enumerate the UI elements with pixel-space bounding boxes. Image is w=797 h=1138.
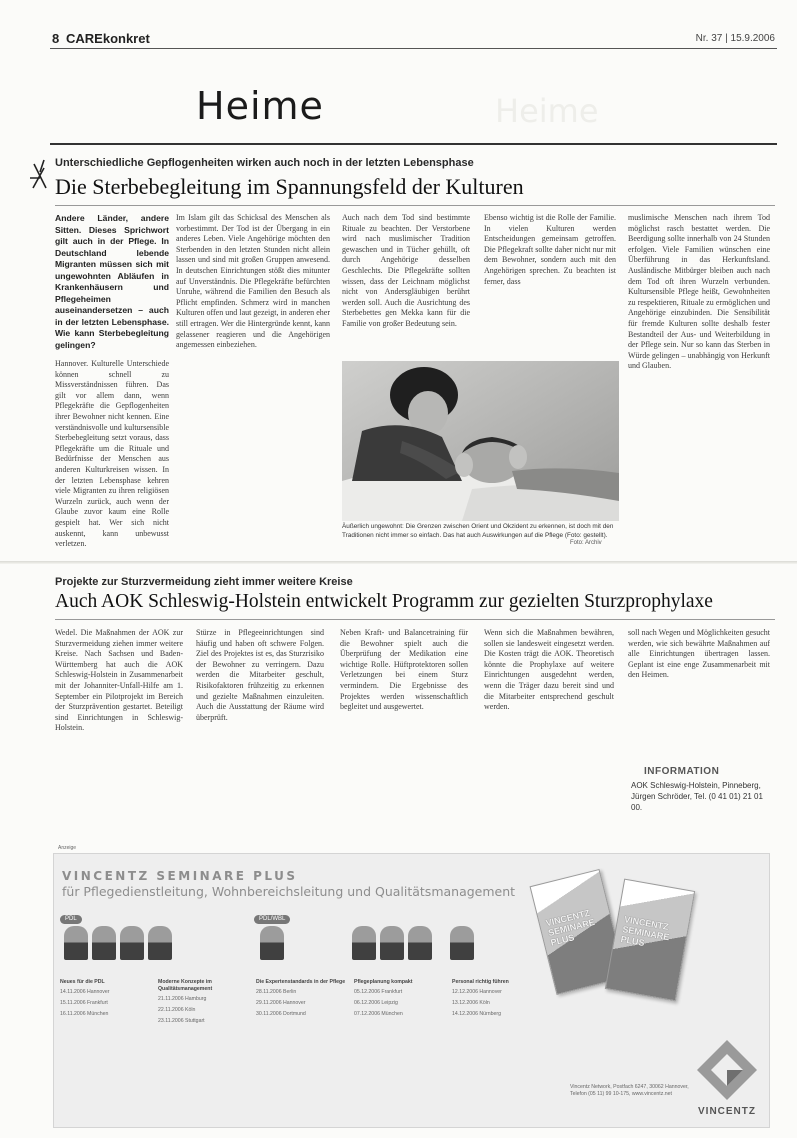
article2-text-2: Stürze in Pflegeeinrichtungen sind häufig und haben oft schwere Folgen. Ziel des Projektes ist es, das Sturzrisiko der Bewohner zu verringern. Dazu werden die Mitarbeiter geschult, Risikofaktoren frühzeitig zu erkennen und gezielte Maßnahmen einzuleiten. Auch die Ausstattung der Räume wird überprüft. <box>196 628 324 722</box>
header-rule <box>50 48 777 49</box>
seminar-date: 07.12.2006 München <box>354 1011 403 1017</box>
publication-name: CAREkonkret <box>66 31 150 46</box>
article2-rule <box>55 619 775 620</box>
article1-text-3: Auch nach dem Tod sind bestimmte Rituale zu beachten. Der Verstorbene wird nach muslimischer Tradition gewaschen und in Tücher gehüllt, oft durch Angehörige desselben Geschlechts. Die Pflegekräfte sollten wissen, dass der Leichnam möglichst nicht von Andersgläubigen berührt werden soll. Auch die Ausrichtung des Sterbebettes gen Mekka kann für die Familie von großer Bedeutung sein. <box>342 213 470 328</box>
article2-headline: Auch AOK Schleswig-Holstein entwickelt Programm zur gezielten Sturzprophylaxe <box>55 591 713 612</box>
section-title-watermark: Heime <box>495 92 599 130</box>
ad-title: VINCENTZ SEMINARE PLUS <box>62 869 298 883</box>
speaker-portrait <box>380 926 404 960</box>
ad-subtitle: für Pflegedienstleitung, Wohnbereichsleitung und Qualitätsmanagement <box>62 884 516 899</box>
article1-text-4: Ebenso wichtig ist die Rolle der Familie. In vielen Kulturen werden Entscheidungen gemeinsam getroffen. Die Pflegekraft sollte daher nicht nur mit dem Bewohner, sondern auch mit den Angehörigen sprechen. Zu beachten ist ferner, dass <box>484 213 616 286</box>
brand-name: VINCENTZ <box>698 1106 756 1117</box>
article2-column-3 <box>340 628 468 838</box>
article1-column-3 <box>342 213 470 353</box>
section-title: Heime <box>196 84 324 128</box>
article2-text-1: Wedel. Die Maßnahmen der AOK zur Sturzvermeidung ziehen immer weitere Kreise. Nach Sachsen und Baden-Württemberg hat auch die AOK Schleswig-Holstein in Zusammenarbeit mit der Johanniter-Unfall-Hilfe am 1. September ein Pilotprojekt im Bereich der Sturzprävention gestartet. Beteiligt sind Einrichtungen in Schleswig-Holstein. <box>55 628 183 733</box>
article1-text-2: Im Islam gilt das Schicksal des Menschen als vorbestimmt. Der Tod ist der Übergang in ein anderes Leben. Viele Angehörige möchten den Sterbenden in den letzten Stunden nicht allein lassen und sind mit großen Gruppen anwesend. In deutschen Einrichtungen stößt dies mitunter auf Unverständnis. Die Pflegekräfte befürchten Unruhe, während die Familien den Besuch als Pflicht empfinden. Schmerz wird in manchen Kulturen offen und laut gezeigt, in anderen eher still ertragen. Wer die Hintergründe kennt, kann gelassener reagieren und die Angehörigen angemessen einbeziehen. <box>176 213 330 350</box>
seminar-date: 28.11.2006 Berlin <box>256 989 297 995</box>
article2-column-2 <box>196 628 324 838</box>
seminar-date: 13.12.2006 Köln <box>452 1000 490 1006</box>
article1-text-5: muslimische Menschen nach ihrem Tod möglichst rasch bestattet werden. Die Beerdigung sollte innerhalb von 24 Stunden erfolgen. Viele Familien wünschen eine Überführung in das Herkunftsland. Ausländische Mitbürger bleiben auch nach dem Tod oft ihren Wurzeln verbunden. Kultursensible Pflege heißt, Gewohnheiten zu respektieren, Rituale zu ermöglichen und Angehörige einzubinden. Die Sensibilität für fremde Kulturen sollte deshalb fester Bestandteil der Aus- und Weiterbildung in der Pflege sein. Nur so kann das Sterben in Würde gelingen – unabhängig von Herkunft und Glauben. <box>628 213 770 371</box>
info-text: AOK Schleswig-Holstein, Pinneberg, Jürgen Schröder, Tel. (0 41 01) 21 01 00. <box>631 781 763 812</box>
seminar-date: 14.12.2006 Nürnberg <box>452 1011 502 1017</box>
info-heading: INFORMATION <box>644 766 720 777</box>
ad-contact: Vincentz Network, Postfach 6247, 30062 Hannover, Telefon (05 11) 99 10-175, www.vincentz.net <box>570 1084 689 1097</box>
seminar-date: 06.12.2006 Leipzig <box>354 1000 398 1006</box>
seminar-column-4[interactable] <box>354 979 446 1022</box>
page-fold <box>0 561 797 564</box>
article1-headline: Die Sterbebegleitung im Spannungsfeld der Kulturen <box>55 174 524 199</box>
article2-column-4 <box>484 628 614 838</box>
seminar-date: 05.12.2006 Frankfurt <box>354 989 403 995</box>
article1-photo <box>342 361 619 521</box>
article2-text-5: soll nach Wegen und Möglichkeiten gesucht werden, wie sich bewährte Maßnahmen auf alle Einrichtungen übertragen lassen. Geplant ist eine enge Zusammenarbeit mit den Heimen. <box>628 628 770 680</box>
seminar-date: 12.12.2006 Hannover <box>452 989 502 995</box>
seminar-column-1[interactable] <box>60 979 152 1022</box>
ad-tag-pdl: PDL <box>60 915 82 924</box>
article1-intro: Andere Länder, andere Sitten. Dieses Sprichwort gilt auch in der Pflege. In Deutschland lebende Migranten müssen sich mit ungewohnten Abläufen in Krankenhäusern und Pflegeheimen auseinandersetzen – auch in der letzten Lebensphase. Wie kann Sterbebegleitung gelingen? <box>55 213 169 350</box>
ad-label: Anzeige <box>58 845 77 851</box>
seminar-date: 30.11.2006 Dortmund <box>256 1011 306 1017</box>
seminar-column-5[interactable] <box>452 979 544 1022</box>
photo-credit: Foto: Archiv <box>570 540 602 546</box>
speaker-portrait <box>64 926 88 960</box>
article2-column-1 <box>55 628 183 838</box>
article2-text-3: Neben Kraft- und Balancetraining für die Bewohner spielt auch die Überprüfung der Medikation eine wichtige Rolle. Hüftprotektoren sollen Verletzungen bei einem Sturz vermindern. Die Ergebnisse des Projektes werden wissenschaftlich begleitet und ausgewertet. <box>340 628 468 712</box>
ad-tag-pdl-wbl: PDL/WBL <box>254 915 290 924</box>
seminar-column-3[interactable] <box>256 979 348 1022</box>
vincentz-logo-icon <box>692 1030 762 1110</box>
speaker-portrait <box>92 926 116 960</box>
article1-column-2 <box>176 213 330 553</box>
article1-column-4 <box>484 213 616 353</box>
seminar-heading: Neues für die PDL <box>60 979 105 985</box>
article2-kicker: Projekte zur Sturzvermeidung zieht immer weitere Kreise <box>55 576 353 588</box>
seminar-date: 15.11.2006 Frankfurt <box>60 1000 108 1006</box>
seminar-date: 14.11.2006 Hannover <box>60 989 110 995</box>
article1-rule <box>55 205 775 206</box>
speaker-portrait <box>148 926 172 960</box>
article2-column-5 <box>628 628 770 758</box>
seminar-date: 29.11.2006 Hannover <box>256 1000 306 1006</box>
photo-caption: Äußerlich ungewohnt: Die Grenzen zwischen Orient und Okzident zu erkennen, ist doch mit den Traditionen nicht immer so einfach. Das hat auch Auswirkungen auf die Pflege (Foto: gestellt). <box>342 523 614 539</box>
brochure-title: VINCENTZ SEMINARE PLUS <box>619 914 671 948</box>
kicker-mark-icon <box>30 158 50 194</box>
caregiver-patient-photo <box>342 361 619 521</box>
brochure-image <box>605 879 695 1002</box>
article2-text-4: Wenn sich die Maßnahmen bewähren, sollen sie landesweit eingesetzt werden. Die Kosten trägt die AOK. Theoretisch könnte die Prophylaxe auf weitere Einrichtungen ausgedehnt werden, wenn die Träger dazu bereit sind und die Mitarbeiter entsprechend geschult werden. <box>484 628 614 712</box>
seminar-column-2[interactable] <box>158 979 250 1029</box>
section-rule <box>50 143 777 145</box>
seminar-heading: Pflegeplanung kompakt <box>354 979 413 985</box>
speaker-portrait <box>260 926 284 960</box>
speaker-portrait <box>450 926 474 960</box>
page-number: 8 <box>52 31 60 46</box>
article1-kicker: Unterschiedliche Gepflogenheiten wirken auch noch in der letzten Lebensphase <box>55 157 474 169</box>
speaker-portrait <box>408 926 432 960</box>
brochure-title: VINCENTZ SEMINARE PLUS <box>544 907 596 948</box>
seminar-date: 23.11.2006 Stuttgart <box>158 1018 205 1024</box>
article1-column-5 <box>628 213 770 553</box>
seminar-heading: Moderne Konzepte im Qualitätsmanagement <box>158 979 213 992</box>
seminar-date: 16.11.2006 München <box>60 1011 109 1017</box>
seminar-heading: Die Expertenstandards in der Pflege <box>256 979 346 985</box>
issue-date: Nr. 37 | 15.9.2006 <box>695 33 775 44</box>
seminar-date: 22.11.2006 Köln <box>158 1007 196 1013</box>
seminar-heading: Personal richtig führen <box>452 979 509 985</box>
article1-column-1 <box>55 213 169 553</box>
seminar-date: 21.11.2006 Hamburg <box>158 996 207 1002</box>
article1-text-1: Hannover. Kulturelle Unterschiede können schnell zu Missverständnissen führen. Das gilt vor allem dann, wenn Pflegekräfte die Gepflogenheiten ihrer Bewohner nicht kennen. Eine verständnisvolle und kultursensible Sterbebegleitung setzt voraus, dass Pflegekräfte um die Rituale und Bedürfnisse der Menschen aus anderen Kulturkreisen wissen. In der letzten Lebensphase kehren viele Migranten zu ihren religiösen Wurzeln zurück, auch wenn der Glaube zuvor kaum eine Rolle gespielt hat. Wer sich nicht auskennt, kann unbewusst verletzen. <box>55 359 169 549</box>
speaker-portrait <box>120 926 144 960</box>
advertisement[interactable] <box>53 853 770 1128</box>
speaker-portrait <box>352 926 376 960</box>
